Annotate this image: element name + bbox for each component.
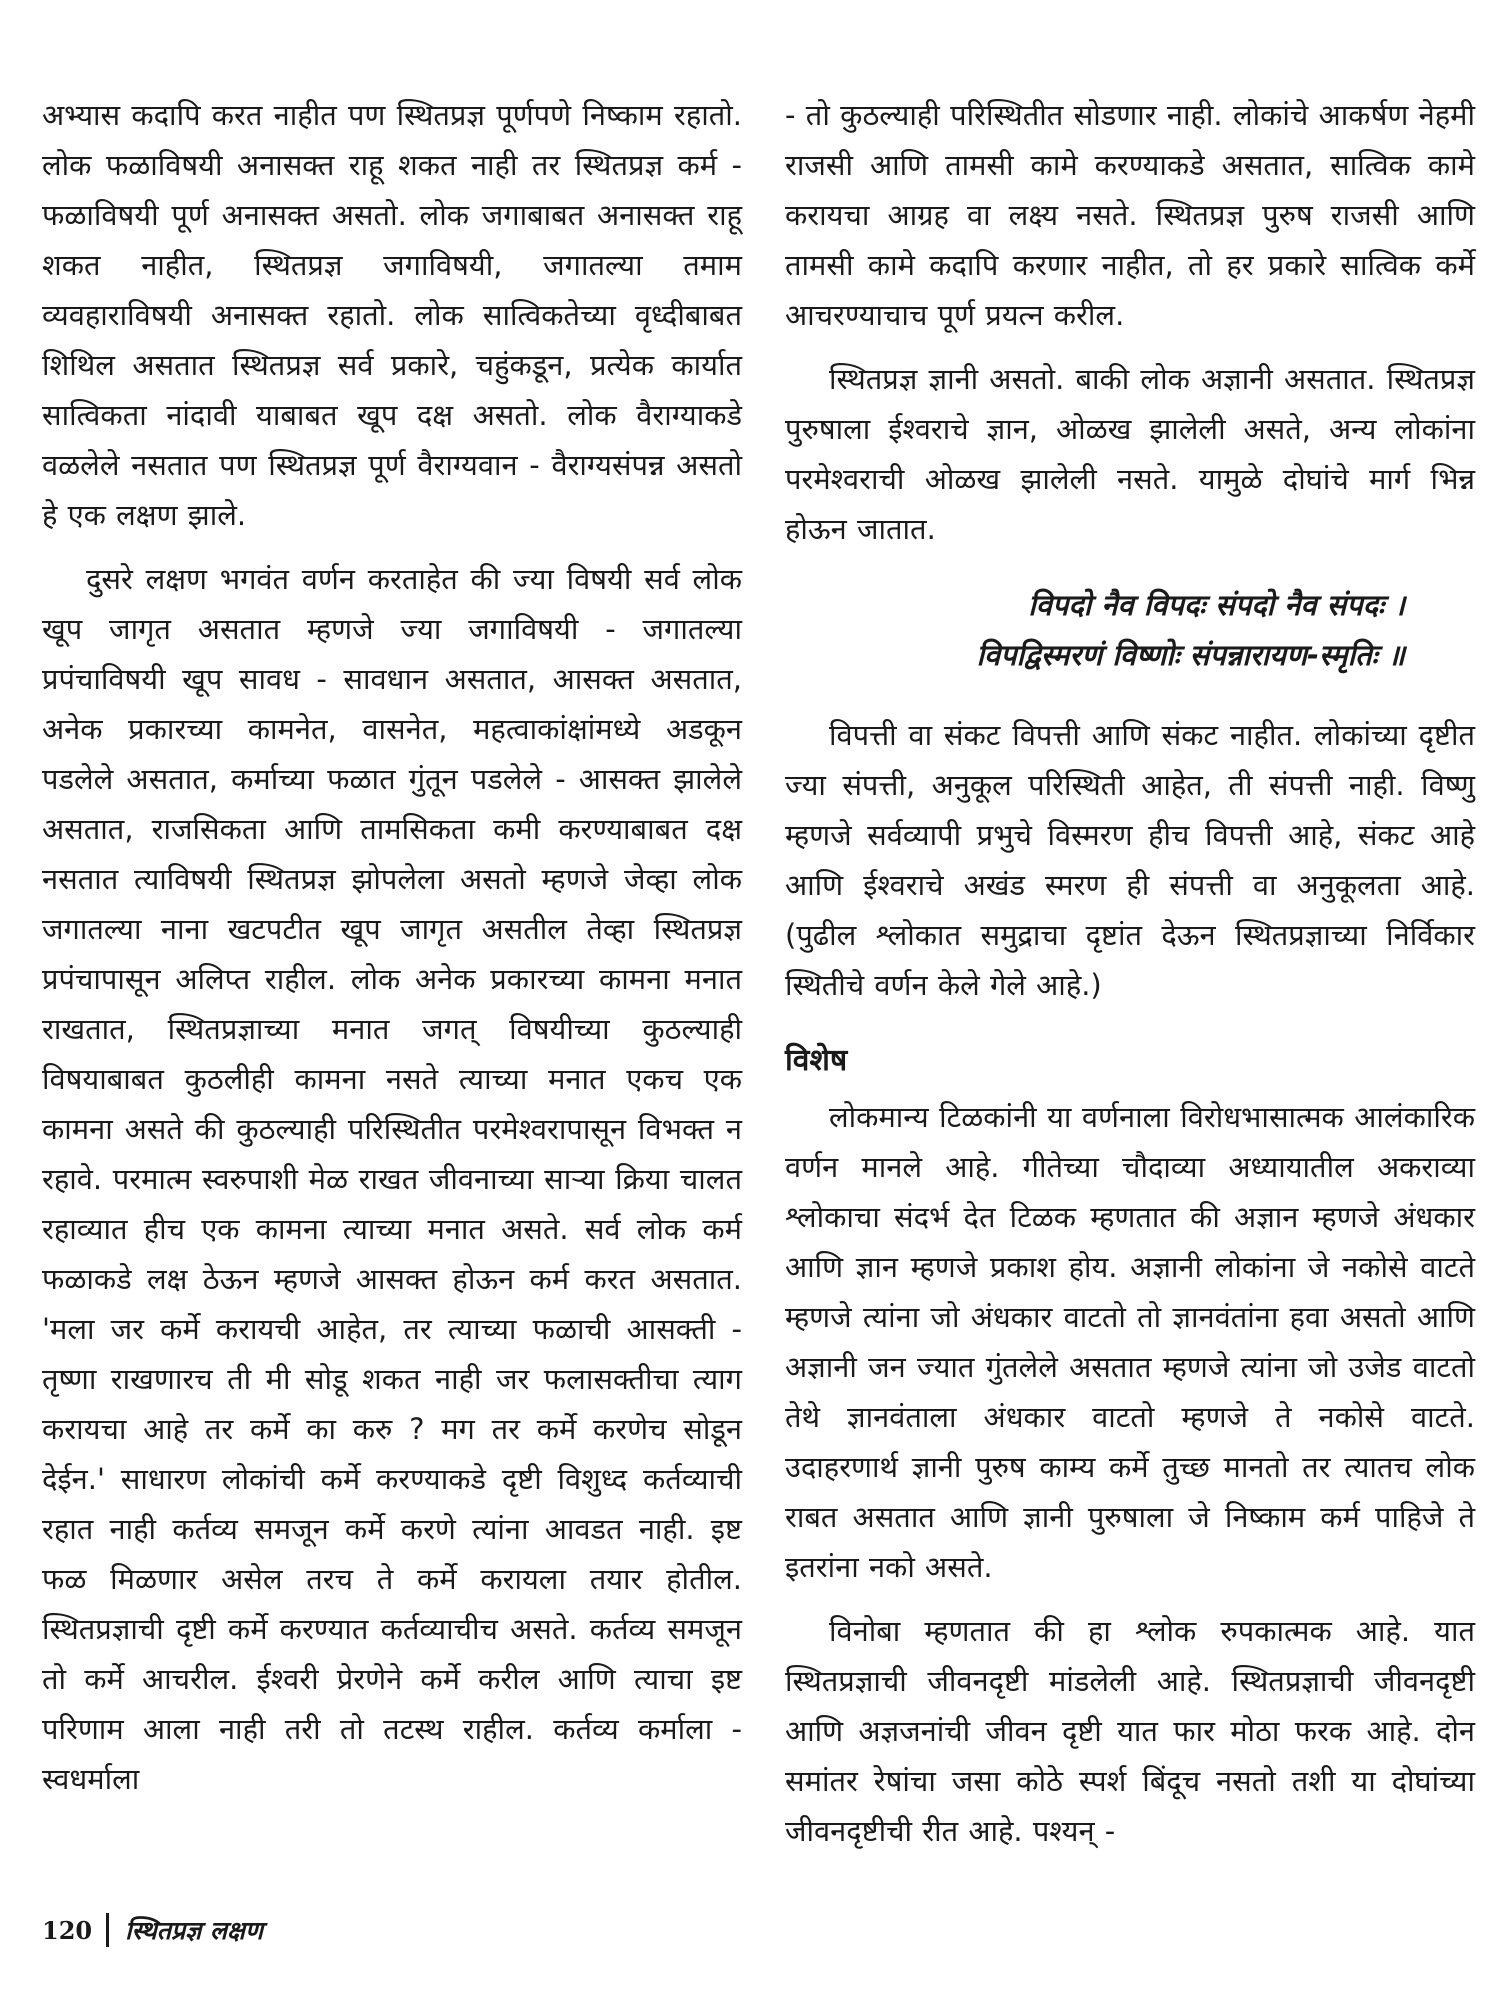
left-paragraph-1: अभ्यास कदापि करत नाहीत पण स्थितप्रज्ञ पूर्णपणे निष्काम रहातो. लोक फळाविषयी अनासक्त राहू शकत नाही तर स्थितप्रज्ञ कर्म - फळाविषयी पूर्ण अनासक्त असतो. लोक जगाबाबत अनासक्त राहू शकत नाहीत, स्थितप्रज्ञ जगाविषयी, जगातल्या तमाम व्यवहाराविषयी अनासक्त रहातो. लोक सात्विकतेच्या वृध्दीबाबत शिथिल असतात स्थितप्रज्ञ सर्व प्रकारे, चहुंकडून, प्रत्येक कार्यात सात्विकता नांदावी याबाबत खूप दक्ष असतो. लोक वैराग्याकडे वळलेले नसतात पण स्थितप्रज्ञ पूर्ण वैराग्यवान - वैराग्यसंपन्न असतो हे एक लक्षण झाले.: [42, 98, 742, 532]
left-paragraph-2: दुसरे लक्षण भगवंत वर्णन करताहेत की ज्या विषयी सर्व लोक खूप जागृत असतात म्हणजे ज्या जगाविषयी - जगातल्या प्रपंचाविषयी खूप सावध - सावधान असतात, आसक्त असतात, अनेक प्रकारच्या कामनेत, वासनेत, महत्वाकांक्षांमध्ये अडकून पडलेले असतात, कर्माच्या फळात गुंतून पडलेले - आसक्त झालेले असतात, राजसिकता आणि तामसिकता कमी करण्याबाबत दक्ष नसतात त्याविषयी स्थितप्रज्ञ झोपलेला असतो म्हणजे जेव्हा लोक जगातल्या नाना खटपटीत खूप जागृत असतील तेव्हा स्थितप्रज्ञ प्रपंचापासून अलिप्त राहील. लोक अनेक प्रकारच्या कामना मनात राखतात, स्थितप्रज्ञाच्या मनात जगत् विषयीच्या कुठल्याही विषयाबाबत कुठलीही कामना नसते त्याच्या मनात एकच एक कामना असते की कुठल्याही परिस्थितीत परमेश्वरापासून विभक्त न रहावे. परमात्म स्वरुपाशी मेळ राखत जीवनाच्या साऱ्या क्रिया चालत रहाव्यात हीच एक कामना त्याच्या मनात असते. सर्व लोक कर्म फळाकडे लक्ष ठेऊन म्हणजे आसक्त होऊन कर्म करत असतात. 'मला जर कर्मे करायची आहेत, तर त्याच्या फळाची आसक्ती - तृष्णा राखणारच ती मी सोडू शकत नाही जर फलासक्तीचा त्याग करायचा आहे तर कर्मे का करु ? मग तर कर्मे करणेच सोडून देईन.' साधारण लोकांची कर्मे करण्याकडे दृष्टी विशुध्द कर्तव्याची रहात नाही कर्तव्य समजून कर्मे करणे त्यांना आवडत नाही. इष्ट फळ मिळणार असेल तरच ते कर्मे करायला तयार होतील. स्थितप्रज्ञाची दृष्टी कर्मे करण्यात कर्तव्याचीच असते. कर्तव्य समजून तो कर्मे आचरील. ईश्वरी प्रेरणेने कर्मे करील आणि त्याचा इष्ट परिणाम आला नाही तरी तो तटस्थ राहील. कर्तव्य कर्माला - स्वधर्माला: [42, 562, 742, 1796]
sanskrit-verse: [785, 580, 1475, 680]
right-paragraph-2: स्थितप्रज्ञ ज्ञानी असतो. बाकी लोक अज्ञानी असतात. स्थितप्रज्ञ पुरुषाला ईश्वराचे ज्ञान, ओळख झालेली असते, अन्य लोकांना परमेश्वराची ओळख झालेली नसते. यामुळे दोघांचे मार्ग भिन्न होऊन जातात.: [785, 362, 1475, 546]
right-column: [785, 90, 1475, 1870]
right-paragraph-5: विनोबा म्हणतात की हा श्लोक रुपकात्मक आहे. यात स्थितप्रज्ञाची जीवनदृष्टी मांडलेली आहे. स्थितप्रज्ञाची जीवनदृष्टी आणि अज्ञजनांची जीवन दृष्टी यात फार मोठा फरक आहे. दोन समांतर रेषांचा जसा कोठे स्पर्श बिंदूच नसतो तशी या दोघांच्या जीवनदृष्टीची रीत आहे. पश्यन् -: [785, 1614, 1475, 1848]
footer-divider: [106, 1913, 109, 1947]
verse-line-1: विपदो नैव विपदः संपदो नैव संपदः ।: [1028, 588, 1405, 622]
right-paragraph-4: लोकमान्य टिळकांनी या वर्णनाला विरोधभासात्मक आलंकारिक वर्णन मानले आहे. गीतेच्या चौदाव्या अध्यायातील अकराव्या श्लोकाचा संदर्भ देत टिळक म्हणतात की अज्ञान म्हणजे अंधकार आणि ज्ञान म्हणजे प्रकाश होय. अज्ञानी लोकांना जे नकोसे वाटते म्हणजे त्यांना जो अंधकार वाटतो तो ज्ञानवंतांना हवा असतो आणि अज्ञानी जन ज्यात गुंतलेले असतात म्हणजे त्यांना जो उजेड वाटतो तेथे ज्ञानवंताला अंधकार वाटतो म्हणजे ते नकोसे वाटते. उदाहरणार्थ ज्ञानी पुरुष काम्य कर्मे तुच्छ मानतो तर त्यातच लोक राबत असतात आणि ज्ञानी पुरुषाला जे निष्काम कर्म पाहिजे ते इतरांना नको असते.: [785, 1100, 1475, 1584]
running-title: स्थितप्रज्ञ लक्षण: [125, 1916, 263, 1945]
page-number: 120: [42, 1915, 93, 1945]
section-heading: विशेष: [785, 1043, 848, 1078]
verse-line-2: विपद्विस्मरणं विष्णोः संपन्नारायण-स्मृतिः ॥: [976, 638, 1405, 672]
right-paragraph-1: - तो कुठल्याही परिस्थितीत सोडणार नाही. लोकांचे आकर्षण नेहमी राजसी आणि तामसी कामे करण्याकडे असतात, सात्विक कामे करायचा आग्रह वा लक्ष्य नसते. स्थितप्रज्ञ पुरुष राजसी आणि तामसी कामे कदापि करणार नाहीत, तो हर प्रकारे सात्विक कर्मे आचरण्याचाच पूर्ण प्रयत्न करील.: [785, 98, 1475, 332]
right-paragraph-3: विपत्ती वा संकट विपत्ती आणि संकट नाहीत. लोकांच्या दृष्टीत ज्या संपत्ती, अनुकूल परिस्थिती आहेत, ती संपत्ती नाही. विष्णु म्हणजे सर्वव्यापी प्रभुचे विस्मरण हीच विपत्ती आहे, संकट आहे आणि ईश्वराचे अखंड स्मरण ही संपत्ती वा अनुकूलता आहे. (पुढील श्लोकात समुद्राचा दृष्टांत देऊन स्थितप्रज्ञाच्या निर्विकार स्थितीचे वर्णन केले गेले आहे.): [785, 718, 1475, 1002]
page-footer: [42, 1905, 263, 1955]
left-column: [42, 90, 742, 1818]
